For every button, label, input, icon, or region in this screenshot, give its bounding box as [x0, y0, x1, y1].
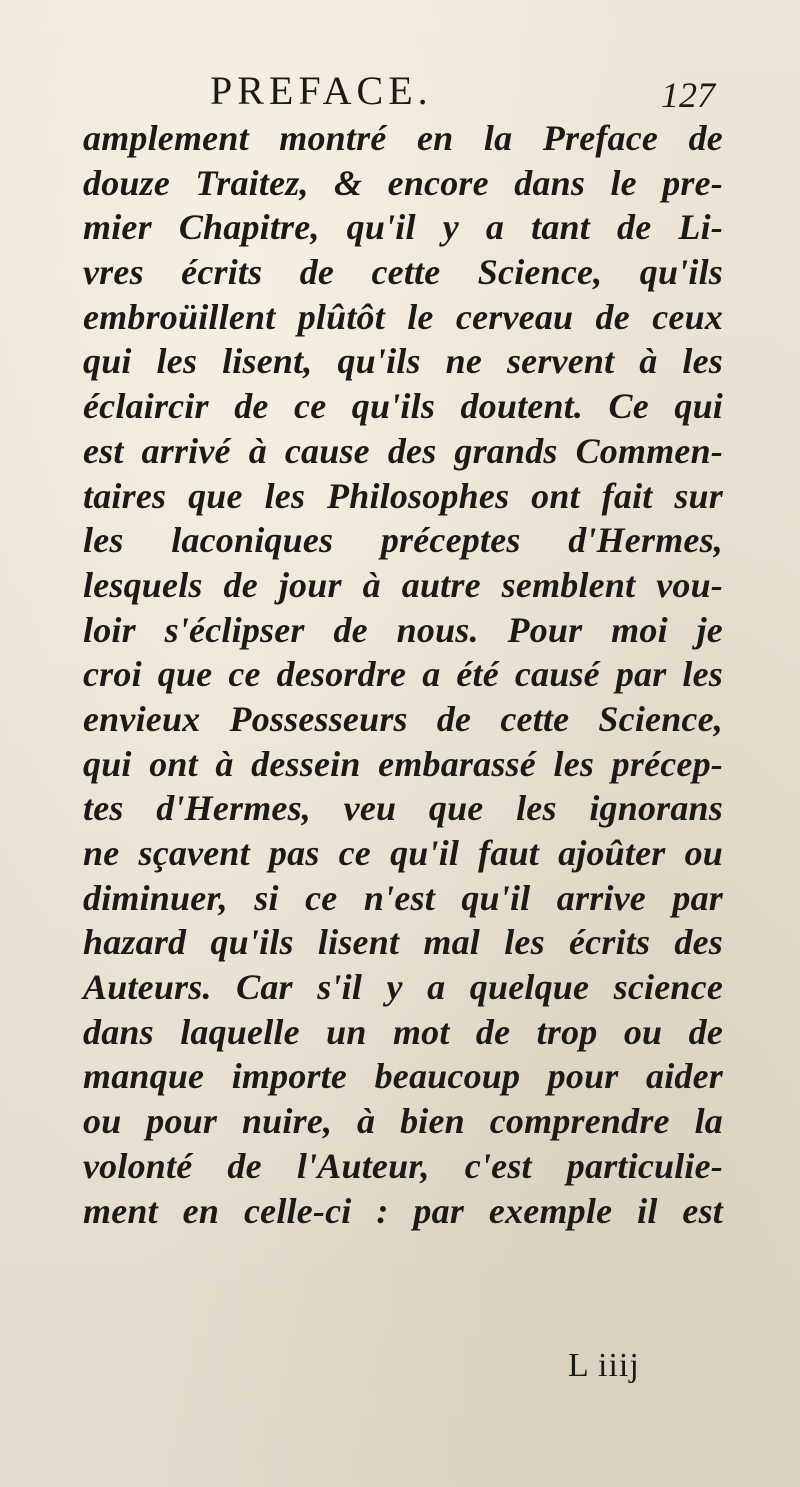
text-line: ou pour nuire, à bien comprendre la [83, 1101, 723, 1142]
text-line: loir s'éclipser de nous. Pour moi je [83, 609, 723, 650]
text-line: taires que les Philosophes ont fait sur [83, 475, 723, 516]
text-line: qui les lisent, qu'ils ne servent à les [83, 341, 723, 382]
text-line: hazard qu'ils lisent mal les écrits des [83, 922, 723, 963]
text-line: les laconiques préceptes d'Hermes, [83, 520, 723, 561]
text-line: amplement montré en la Preface de [83, 118, 723, 158]
text-line: croi que ce desordre a été causé par les [83, 654, 723, 695]
text-line: envieux Possesseurs de cette Science, [83, 698, 723, 739]
text-line: manque importe beaucoup pour aider [83, 1056, 723, 1097]
text-line: embroüillent plûtôt le cerveau de ceux [83, 296, 723, 337]
text-line: Auteurs. Car s'il y a quelque science [83, 967, 723, 1008]
text-line: ment en celle-ci : par exemple il est [83, 1190, 723, 1231]
running-head: PREFACE. [210, 68, 433, 113]
text-line: douze Traitez, & encore dans le pre- [83, 162, 723, 203]
text-line: tes d'Hermes, veu que les ignorans [83, 788, 723, 829]
text-line: éclaircir de ce qu'ils doutent. Ce qui [83, 386, 723, 427]
page-number: 127 [661, 75, 715, 115]
text-line: vres écrits de cette Science, qu'ils [83, 252, 723, 293]
signature-mark: L iiij [568, 1347, 640, 1384]
text-line: ne sçavent pas ce qu'il faut ajoûter ou [83, 833, 723, 873]
text-line: lesquels de jour à autre semblent vou- [83, 564, 723, 605]
text-line: dans laquelle un mot de trop ou de [83, 1011, 723, 1052]
text-line: diminuer, si ce n'est qu'il arrive par [83, 877, 723, 918]
text-line: mier Chapitre, qu'il y a tant de Li- [83, 207, 723, 248]
page-header [210, 66, 715, 116]
text-line: est arrivé à cause des grands Commen- [83, 430, 723, 471]
text-line: volonté de l'Auteur, c'est particulie- [83, 1145, 723, 1186]
text-line: qui ont à dessein embarassé les précep- [83, 743, 723, 784]
body-text [83, 116, 723, 1233]
